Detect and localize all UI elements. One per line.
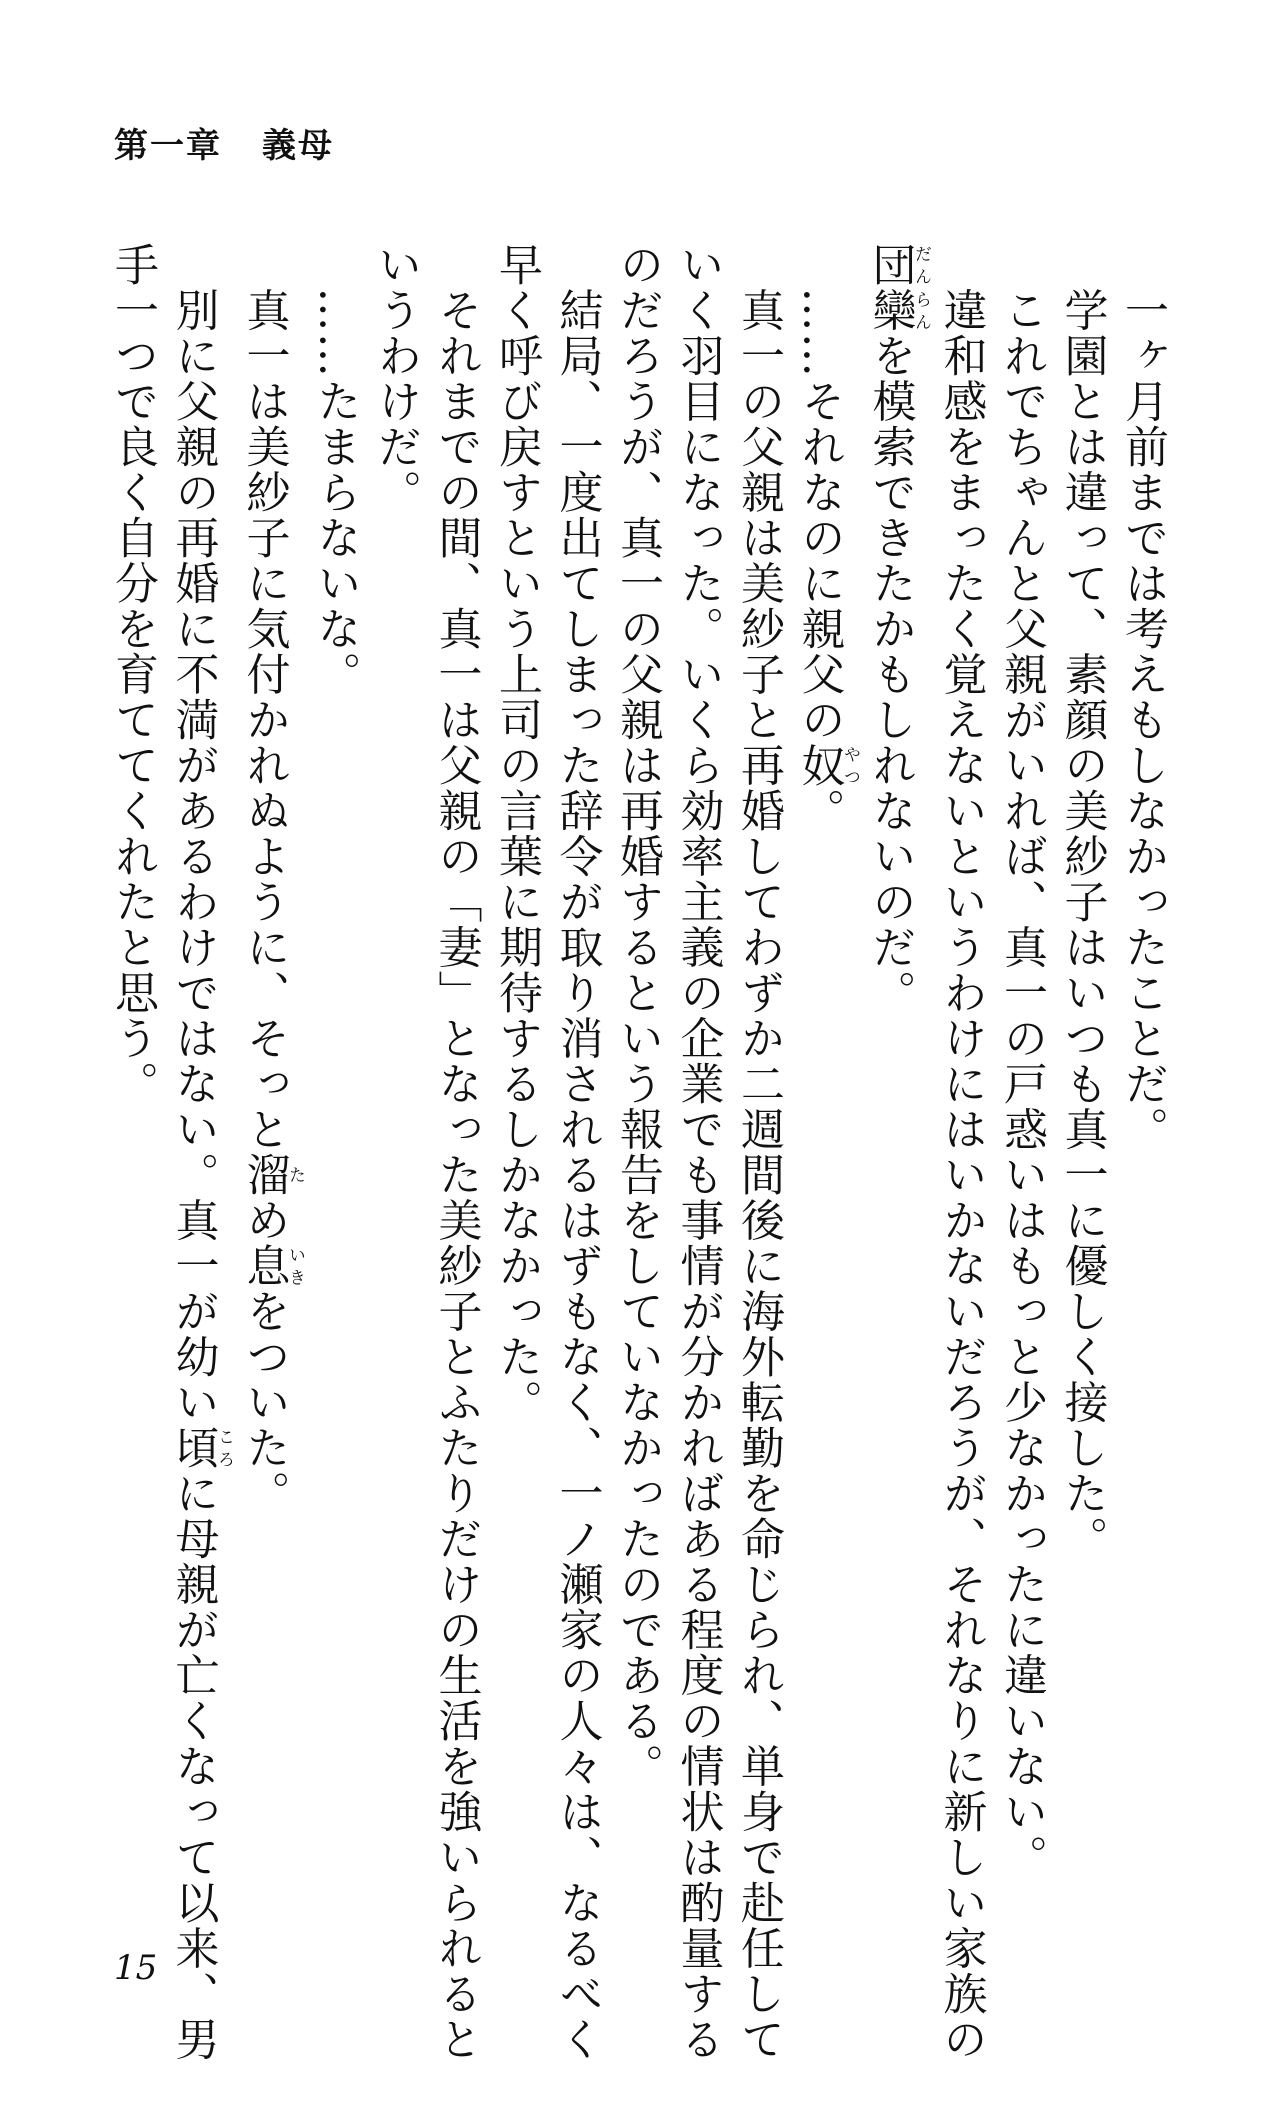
chapter-number: 第一章: [114, 126, 222, 166]
text-line: のだろうが、真一の父親は再婚するという報告をしていなかったのである。: [612, 242, 663, 1789]
text-line: 団欒だんらんを模索できたかもしれないのだ。: [864, 242, 931, 1016]
text-line: 真一は美紗子に気付かれぬように、そっと溜ため息いきをついた。: [238, 242, 305, 1516]
text-line: 学園とは違って、素顔の美紗子はいつも真一に優しく接した。: [1056, 242, 1108, 1562]
ruby-annotated-word: 溜た: [238, 1152, 305, 1198]
ruby-annotated-word: 奴やつ: [793, 742, 860, 788]
furigana: た: [285, 1152, 305, 1198]
furigana: だんらん: [911, 242, 931, 333]
chapter-header: [114, 118, 334, 167]
chapter-title: 義母: [262, 126, 334, 166]
text-line: 早く呼び戻すという上司の言葉に期待するしかなかった。: [491, 242, 542, 1425]
text-line: それまでの間、真一は父親の「妻」となった美紗子とふたりだけの生活を強いられると: [430, 242, 482, 2062]
furigana: いき: [285, 1243, 305, 1289]
text-line: 別に父親の再婚に不満があるわけではない。真一が幼い頃ころに母親が亡くなって以来、男: [167, 242, 234, 2062]
vertical-body-text: [102, 242, 1173, 2062]
text-line: これでちゃんと父親がいれば、真一の戸惑いはもっと少なかったに違いない。: [996, 242, 1047, 1880]
ruby-annotated-word: 団欒だんらん: [864, 242, 931, 333]
page-number: 15: [114, 1948, 158, 1988]
text-line: 真一の父親は美紗子と再婚してわずか二週間後に海外転勤を命じられ、単身で赴任して: [733, 242, 784, 2062]
text-line: 手一つで良く自分を育ててくれたと思う。: [107, 242, 158, 1107]
furigana: やつ: [840, 742, 860, 788]
text-line: いうわけだ。: [370, 242, 421, 515]
text-line: いく羽目になった。いくら効率主義の企業でも事情が分かればある程度の情状は酌量する: [672, 242, 724, 2062]
text-line: 違和感をまったく覚えないというわけにはいかないだろうが、それなりに新しい家族の: [935, 242, 987, 2062]
ruby-annotated-word: 頃ころ: [167, 1425, 234, 1471]
text-line: 結局、一度出てしまった辞令が取り消されるはずもなく、一ノ瀬家の人々は、なるべく: [551, 242, 603, 2062]
text-line: 一ヶ月前までは考えもしなかったことだ。: [1117, 242, 1168, 1152]
furigana: ころ: [214, 1425, 234, 1471]
text-line: ……それなのに親父の奴やつ。: [793, 242, 860, 834]
ruby-annotated-word: 息いき: [238, 1243, 305, 1289]
text-line: ……たまらないな。: [309, 242, 361, 697]
